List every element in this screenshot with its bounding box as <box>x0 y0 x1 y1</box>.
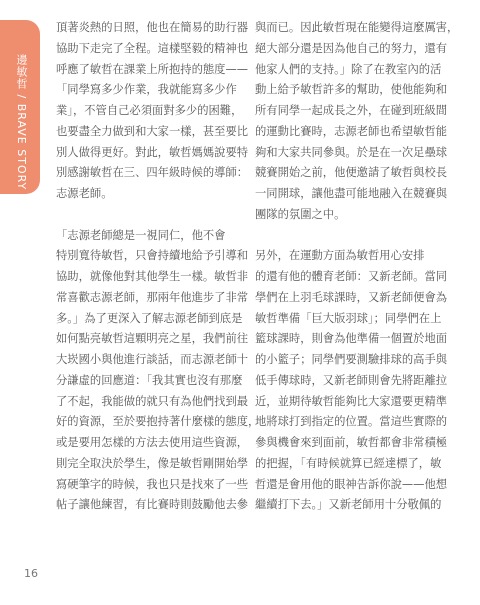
text-line <box>56 205 234 225</box>
text-line: 大崁國小與他進行談話，而志源老師十 <box>56 353 249 366</box>
text-line: 團隊的氛圍之中。 <box>255 207 346 221</box>
text-line: 則完全取決於學生，像是敏哲剛開始學 <box>56 456 249 470</box>
text-line: 的把握，「有時候就算已經達標了，敏 <box>255 456 442 470</box>
text-line: 的運動比賽時，志源老師也希望敏哲能 <box>255 124 448 138</box>
text-line: 協助，就像他對其他學生一樣。敏哲非 <box>56 270 249 283</box>
text-line: 帖子讓他練習，有比賽時則鼓勵他去參 <box>56 498 249 512</box>
text-line: 或是要用怎樣的方法去使用這些資源， <box>56 436 249 449</box>
chapter-title: 邊敏哲 / BRAVE STORY <box>15 54 28 191</box>
text-line: 絕大部分還是因為他自己的努力，還有 <box>255 41 448 55</box>
text-line: 呼應了敏哲在課業上所抱持的態度—— <box>56 62 249 76</box>
text-line: 志源老師。 <box>56 187 113 200</box>
text-line: 所有同學一起成長之外，在碰到班級間 <box>255 104 448 117</box>
page-number: 16 <box>24 567 38 580</box>
text-line: 學們在上羽毛球課時，又新老師便會為 <box>255 290 448 304</box>
text-line: 特別寬待敏哲，只會持續地給予引導和 <box>56 249 249 263</box>
text-line: 了不起，我能做的就只有為他們找到最 <box>56 394 249 408</box>
text-line: 的小籃子；同學們要測驗排球的高手與 <box>255 353 448 366</box>
text-line: 「志源老師總是一視同仁，他不會 <box>56 228 226 242</box>
text-line: 敏哲準備「巨大版羽球」；同學們在上 <box>255 311 442 325</box>
text-line: 他家人們的支持。」除了在教室內的活 <box>255 62 442 76</box>
text-line: 多。」為了更深入了解志源老師到底是 <box>56 311 243 325</box>
text-line: 常喜歡志源老師，那兩年他進步了非常 <box>56 290 249 304</box>
text-line: 協助下走完了全程。這樣堅毅的精神也 <box>56 41 249 55</box>
text-line: 低手傳球時，又新老師則會先將距離拉 <box>255 373 448 387</box>
text-line: 也要盡全力做到和大家一樣，甚至要比 <box>56 124 249 138</box>
text-line: 繼續打下去。」又新老師用十分敬佩的 <box>255 498 442 512</box>
text-line: 別感謝敏哲在三、四年級時候的導師： <box>56 166 249 180</box>
text-line: 分謙虛的回應道：「我其實也沒有那麼 <box>56 373 243 387</box>
text-line: 一同開球，讓他盡可能地融入在競賽與 <box>255 187 448 200</box>
text-line: 參與機會來到面前，敏哲都會非常積極 <box>255 436 448 449</box>
text-line: 好的資源，至於要抱持著什麼樣的態度， <box>56 415 260 429</box>
text-line: 別人做得更好。對此，敏哲媽媽說要特 <box>56 145 249 159</box>
text-line: 與而已。因此敏哲現在能變得這麼厲害， <box>255 21 459 34</box>
text-line: 動上給予敏哲許多的幫助，使他能夠和 <box>255 83 448 97</box>
text-line: 頂著炎熱的日照，他也在簡易的助行器 <box>56 21 249 34</box>
text-line: 如何點亮敏哲這顆明亮之星，我們前往 <box>56 332 249 346</box>
text-line: 業」，不管自己必須面對多少的困難， <box>56 104 243 117</box>
text-line: 籃球課時，則會為他準備一個置於地面 <box>255 332 448 346</box>
text-line: 地將球打到指定的位置。當這些實際的 <box>255 415 448 429</box>
text-line: 近，並期待敏哲能夠比大家還要更精準 <box>255 394 448 408</box>
text-line: 哲還是會用他的眼神告訴你說——他想 <box>255 477 448 491</box>
text-line: 寫硬筆字的時候，我也只是找來了一些 <box>56 477 249 491</box>
text-line <box>255 226 433 246</box>
text-line: 的還有他的體育老師：又新老師。當同 <box>255 270 448 283</box>
chapter-side-tab <box>0 20 40 194</box>
text-line: 另外，在運動方面為敏哲用心安排 <box>255 249 425 263</box>
text-line: 競賽開始之前，他便邀請了敏哲與校長 <box>255 166 448 180</box>
text-line: 夠和大家共同參與。於是在一次足壘球 <box>255 145 448 159</box>
text-line: 「同學寫多少作業，我就能寫多少作 <box>56 83 237 97</box>
